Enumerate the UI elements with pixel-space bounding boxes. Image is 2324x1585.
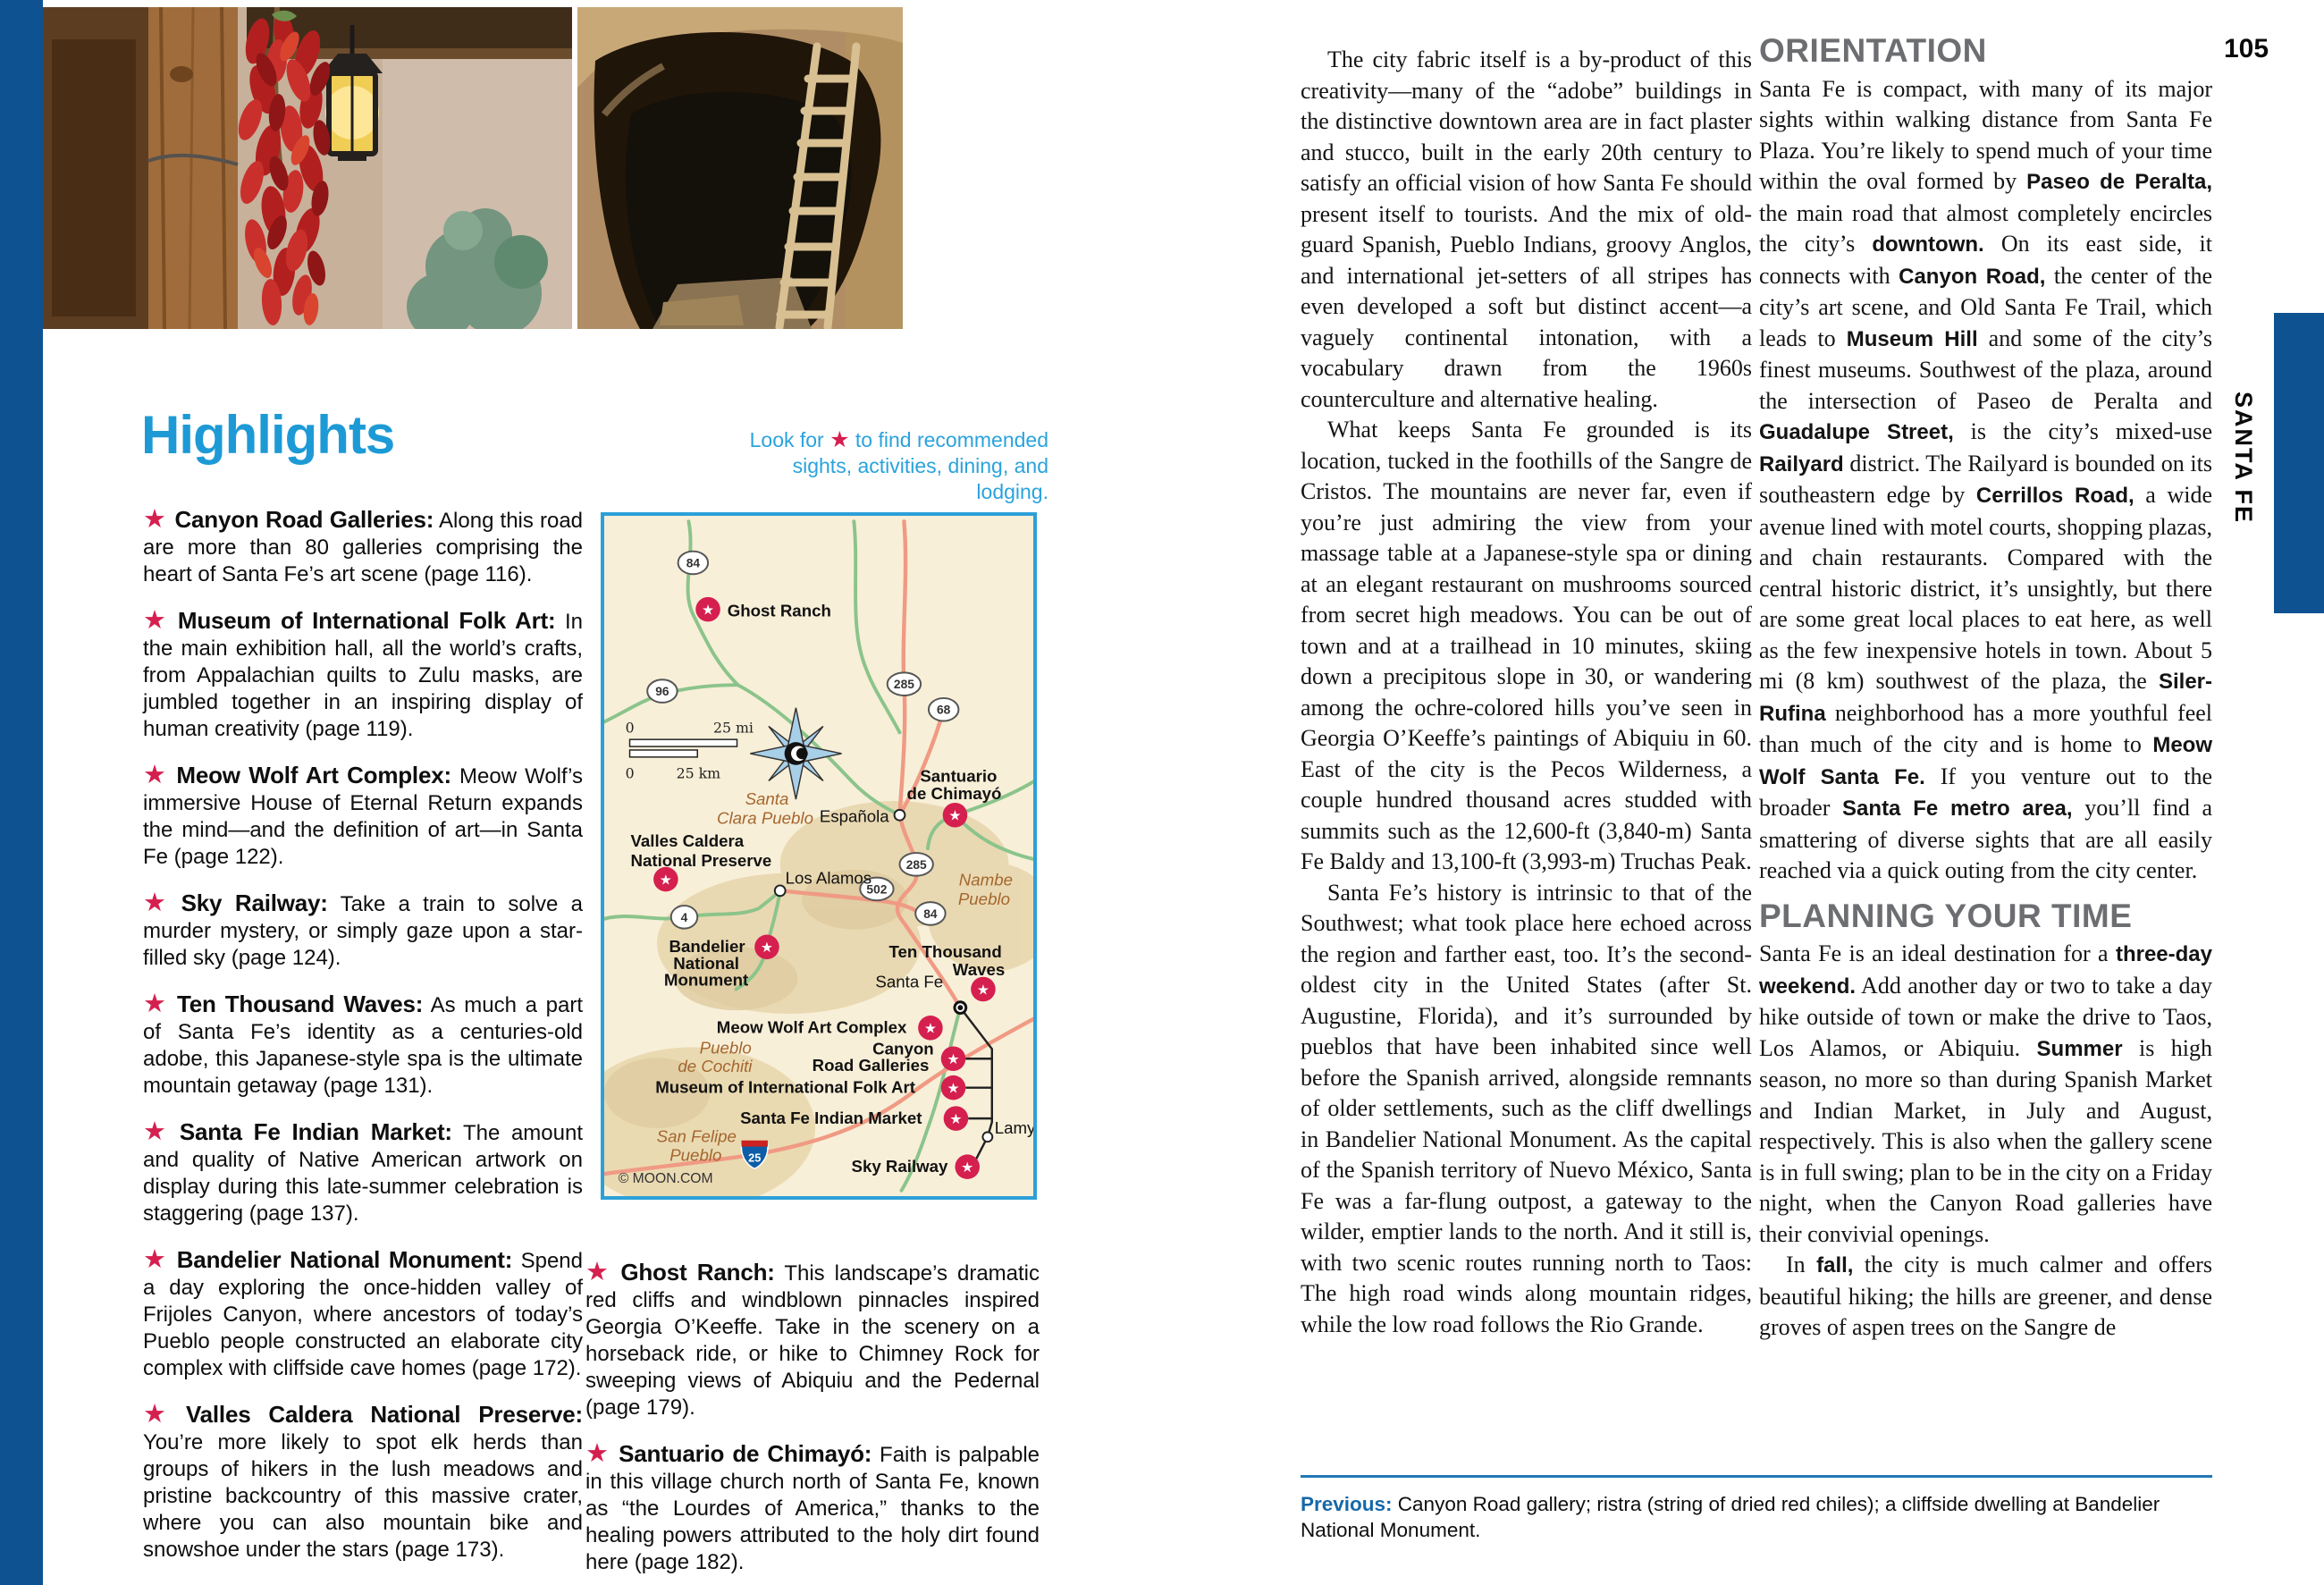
highlight-text: In the main exhibition hall, all the world’s crafts, from Appalachian quilts to Zulu masks, are jumbled together in an inspiring display of human creativity (page 119). [143,610,584,741]
star-icon: ★ [659,871,672,889]
highlight-item-valles-caldera [143,1401,583,1564]
star-icon: ★ [948,806,962,824]
route-shield: 84 [686,556,701,570]
map-label: Pueblo [669,1145,722,1165]
map-label: Santa [745,788,789,808]
star-icon: ★ [923,1019,937,1037]
star-icon [585,1439,619,1468]
caption-body: Canyon Road gallery; ristra (string of dried red chiles); a cliffside dwelling at Bandelier National Monument. [1301,1493,2160,1541]
highlight-title: Museum of International Folk Art: [177,607,556,634]
star-icon [143,990,177,1018]
route-shield: 68 [937,703,951,717]
highlight-title: Canyon Road Galleries: [174,506,434,533]
star-bandelier [754,935,779,960]
star-icon: ★ [702,601,715,619]
highlights-list-secondary [585,1259,1040,1585]
map-label: San Felipe [656,1126,737,1146]
star-canyon-road [941,1046,966,1071]
caption-block [1301,1475,2212,1543]
map-art [604,516,1033,1196]
route-shield: 96 [655,684,669,698]
highlight-text: Faith is palpable in this village church north of Santa Fe, known as “the Lourdes of America,” thanks to the healing powers attributed to the holy dirt found here (page 182). [585,1443,1040,1574]
star-icon [143,1117,180,1146]
highlight-item-ten-thousand-waves [143,991,583,1100]
body-paragraph: Santa Fe’s history is intrinsic to that of the Southwest; what took place here echoed across the region and farther east, too. It’s the second-oldest city in the United States (after St. Augustine, Florida), and it’s surrounded by pueblos that have been inhabited since well before the Spanish arrived, alongside remnants of older settlements, such as the cliff dwellings in Bandelier National Monument. As the capital of the Spanish territory of Nuevo México, Santa Fe was a far-flung outpost, a gateway to the wilder, emptier lands to the north. And it still is, with two scenic routes running north to Taos: The high road winds along mountain ridges, while the low road follows the Rio Grande. [1301,879,1752,1337]
highlight-title: Valles Caldera National Preserve: [185,1401,584,1428]
highlight-title: Santa Fe Indian Market: [179,1118,452,1145]
map-label: Nambe [958,870,1013,889]
map-copyright: © MOON.COM [618,1170,713,1186]
highlight-title: Meow Wolf Art Complex: [176,762,451,788]
highlight-title: Santuario de Chimayó: [619,1440,872,1467]
route-shield: 502 [866,882,888,897]
star-icon [585,1258,620,1286]
map-label: Santa Fe [875,972,944,991]
note-post: to find recommended sights, activities, dining, and lodging. [792,428,1048,503]
map-label: Bandelier [669,937,745,957]
star-icon [143,505,174,534]
article-column-1 [1301,45,1752,1340]
map-label: de Chimayó [906,784,1002,804]
star-icon [143,889,181,917]
spine-bar [0,0,43,1585]
town-marker-los-alamos [775,885,786,896]
map-label: Sky Railway [851,1157,948,1176]
star-ghost-ranch [695,597,720,622]
highlight-item-folk-art [143,607,583,743]
star-valles-caldera [653,867,678,892]
star-icon [143,1400,186,1429]
highlight-text: Meow Wolf’s immersive House of Eternal Return expands the mind—and the definition of art—in Santa Fe (page 122). [143,764,583,869]
highlight-text: The amount and quality of Native American artwork on display during this late-summer celebration is staggering (page 137). [143,1121,583,1226]
highlight-text: You’re more likely to spot elk herds than groups of hikers in the lush meadows and pristine backcountry of this massive crater, where you can also mountain bike and snowshoe under the stars (page 173). [143,1430,583,1562]
highlight-item-canyon-road [143,506,583,588]
photo-caption [1301,1491,2212,1543]
star-icon: ★ [976,981,989,999]
map-label: Waves [952,959,1006,979]
map-label: Española [819,806,889,826]
star-icon [143,761,176,789]
page-number: 105 [2224,34,2269,63]
region-tab-label: SANTA FE [2230,392,2257,524]
highlights-list [143,506,583,1582]
scale-zero-km: 0 [625,764,635,782]
route-shield: 4 [680,910,688,924]
region-tab [2274,313,2324,613]
body-paragraph: In fall, the city is much calmer and offers beautiful hiking; the hills are greener, and dense groves of aspen trees on the Sangre de [1759,1252,2212,1340]
route-shield: 84 [923,906,938,921]
star-icon: ★ [947,1079,960,1097]
map-label: Santa Fe Indian Market [740,1109,922,1128]
body-paragraph: Santa Fe is compact, with many of its major sights within walking distance from Santa Fe Plaza. You’re likely to spend much of your time within the oval formed by Paseo de Peralta, the main road that almost completely encircles the city’s downtown. On its east side, it connects with Canyon Road, the center of the city’s art scene, and Old Santa Fe Trail, which leads to Museum Hill and some of the city’s finest museums. Southwest of the plaza, around the intersection of Paseo de Peralta and Guadalupe Street, is the city’s mixed-use Railyard district. The Railyard is bounded on its southeastern edge by Cerrillos Road, a wide avenue lined with motel courts, shopping plazas, and chain restaurants. Compared with the central historic district, it’s unsightly, but there are some great local places to eat here, as well as the few inexpensive hotels in town. About 5 mi (8 km) southwest of the plaza, the Siler-Rufina neighborhood has a more youthful feel than much of the city and is home to Meow Wolf Santa Fe. If you venture out to the broader Santa Fe metro area, you’ll find a smattering of diverse sights that are all easily reached via a quick outing from the city center. [1759,75,2213,883]
note-pre: Look for [749,428,824,451]
look-for-note [728,427,1048,505]
star-icon: ★ [949,1110,963,1128]
city-marker-santa-fe [953,1000,967,1015]
caption-lead: Previous: [1301,1493,1393,1515]
highlight-item-bandelier [143,1246,583,1382]
star-icon [143,606,178,635]
scale-zero-mi: 0 [625,719,635,737]
route-shield: 285 [905,857,927,872]
star-indian-market [944,1106,969,1131]
planning-your-time-heading: PLANNING YOUR TIME [1759,897,2133,934]
region-map [601,512,1037,1200]
map-label: Los Alamos [785,868,872,888]
scale-km: 25 km [676,764,721,782]
map-label: Monument [663,970,749,990]
map-label: Lamy [994,1117,1033,1137]
star-icon [143,1245,177,1274]
map-label: Ten Thousand [888,942,1002,962]
map-label: Canyon [872,1039,934,1058]
town-marker-espanola [895,810,905,821]
body-paragraph: Santa Fe is an ideal destination for a three-day weekend. Add another day or two to take a day hike outside of town or make the drive to Taos, Los Alamos, or Abiquiu. Summer is high season, no more so than during Spanish Market and Indian Market, in July and August, respectively. This is also when the gallery scene is in full swing; plan to be in the city on a Friday night, when the Canyon Road galleries have their convivial openings. [1759,940,2212,1247]
star-icon: ★ [760,939,774,957]
photo-cliff-dwelling [577,7,903,329]
highlight-text: As much a part of Santa Fe’s identity as a centuries-old adobe, this Japanese-style spa is the ultimate mountain getaway (page 131). [143,993,584,1098]
highlight-title: Sky Railway: [181,889,328,916]
map-label: Santuario [920,766,998,786]
orientation-heading: ORIENTATION [1759,32,1987,69]
star-icon: ★ [947,1050,960,1068]
highlight-item-ghost-ranch [585,1259,1040,1421]
map-label: National [673,953,739,973]
highlight-text: Take a train to solve a murder mystery, or simply gaze upon a star-filled sky (page 124). [143,892,584,970]
map-label: Ghost Ranch [727,601,831,620]
highlight-title: Ten Thousand Waves: [177,991,424,1017]
map-label: Museum of International Folk Art [655,1077,916,1097]
map-label: Clara Pueblo [717,808,813,828]
map-label: Pueblo [699,1038,752,1058]
route-shield: 25 [748,1151,762,1165]
ristra-photo-art [43,7,572,329]
compass-rose-icon [750,708,841,799]
highlight-item-meow-wolf [143,762,583,871]
map-scale [626,719,754,781]
route-shield: 285 [893,678,914,692]
star-icon: ★ [961,1159,974,1176]
highlight-item-sky-railway [143,889,583,972]
map-label: National Preserve [630,850,772,870]
caption-rule [1301,1475,2212,1478]
map-label: Meow Wolf Art Complex [716,1017,907,1037]
star-meow-wolf [918,1016,943,1041]
photo-ristra-chiles [43,7,572,329]
body-paragraph: What keeps Santa Fe grounded is its location, tucked in the foothills of the Sangre de Cristos. The mountains are never far, even if you’re just admiring the view from your massage table at a Japanese-style spa or dining at an elegant restaurant on mushrooms sourced from secret high meadows. You can be out of town and at a trailhead in 10 minutes, skiing down a precipitous slope in 30, or wandering among the ochre-colored hills you’ve seen in Georgia O’Keeffe’s paintings of Abiquiu in 60. East of the city is the Pecos Wilderness, a couple hundred thousand acres studded with summits such as the 12,600-ft (3,840-m) Santa Fe Baldy and 13,100-ft (3,993-m) Truchas Peak. [1301,417,1752,874]
star-folk-art [941,1075,966,1100]
highlight-title: Ghost Ranch: [620,1259,775,1286]
map-label: de Cochiti [678,1056,753,1075]
highlight-text: Along this road are more than 80 galleries comprising the heart of Santa Fe’s art scene (page 116). [143,509,584,586]
map-label: Valles Caldera [630,831,745,851]
star-ten-thousand-waves [971,977,996,1002]
body-paragraph: The city fabric itself is a by-product of this creativity—many of the “adobe” buildings in the distinctive downtown area are in fact plaster and stucco, built in the early 20th century to satisfy an official vision of how Santa Fe should present itself to tourists. And the mix of old-guard Spanish, Pueblo Indians, groovy Anglos, and international jet-setters of all stripes has even developed a soft but distinct accent—a vaguely continental intonation, with a vocabulary drawn from the 1960s counterculture and alternative healing. [1301,46,1752,412]
highlight-title: Bandelier National Monument: [176,1246,513,1273]
star-santuario [943,803,968,828]
highlights-heading: Highlights [141,405,395,465]
highlight-text: This landscape’s dramatic red cliffs and windblown pinnacles inspired Georgia O’Keeffe. Take in the scenery on a horseback ride, or hike to Chimney Rock for sweeping views of Abiquiu and the Pedernal (page 179). [585,1261,1040,1420]
star-icon [829,427,849,452]
highlight-item-indian-market [143,1118,583,1227]
star-sky-railway [955,1154,980,1179]
map-label: Road Galleries [812,1055,930,1075]
article-column-2 [1759,32,2213,1344]
highlight-item-santuario [585,1440,1040,1576]
map-label: Pueblo [957,889,1010,909]
town-marker-lamy [982,1132,992,1142]
highlight-text: Spend a day exploring the once-hidden valley of Frijoles Canyon, where ancestors of today’s Pueblo people constructed an elaborate city complex with cliffside cave homes (page 172). [143,1249,583,1380]
scale-mi: 25 mi [712,719,754,737]
cave-photo-art [577,7,903,329]
